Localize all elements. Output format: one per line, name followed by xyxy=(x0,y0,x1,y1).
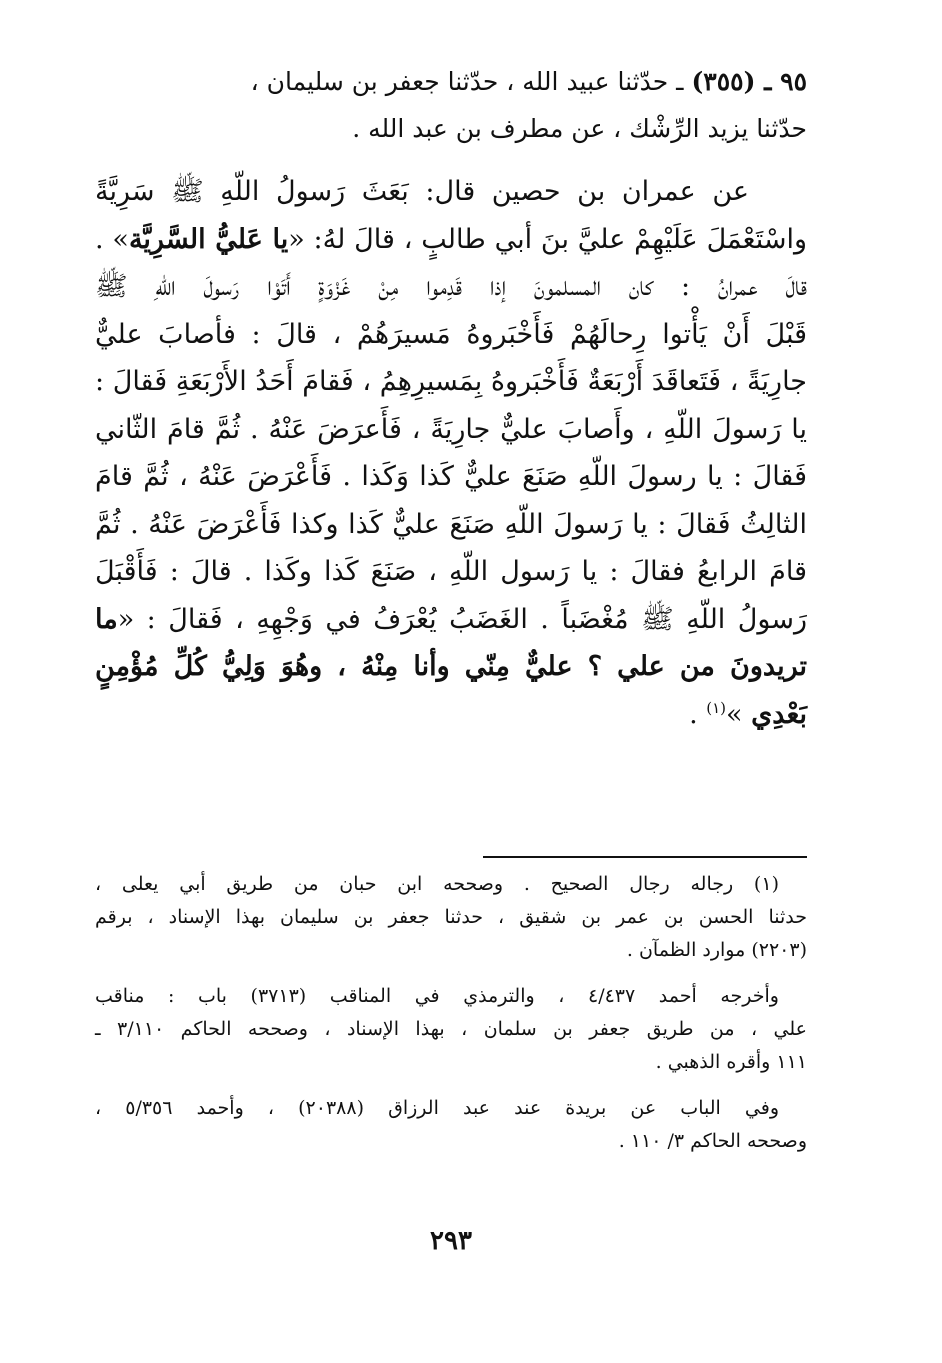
matn-line-12-end: . xyxy=(689,698,707,730)
matn-line-8: الثالِثُ فَقالَ : يا رَسولَ اللّهِ صَنَعَ عليٌّ كَذا وكذا فَأَعْرَضَ عَنْهُ . ثُمَّ xyxy=(95,508,807,540)
page-number: ٢٩٣ xyxy=(430,1226,472,1256)
book-page xyxy=(95,58,808,1256)
isnad-line-1-text: ـ حدّثنا عبيد الله ، حدّثنا جعفر بن سليمان ، xyxy=(250,67,684,96)
footnote-2-line-3: ١١١ وأقره الذهبي . xyxy=(655,1051,807,1073)
hadith-matn xyxy=(95,168,807,738)
footnote-3-line-2: وصححه الحاكم ٣/ ١١٠ . xyxy=(618,1130,807,1152)
matn-line-10-text: رَسولُ اللّهِ ﷺ مُغْضَباً . الغَضَبُ يُعْرَفُ في وَجْهِهِ ، فَقالَ : « xyxy=(117,603,807,635)
footnote-separator xyxy=(483,856,807,858)
isnad-line-1 xyxy=(95,58,807,105)
matn-line-12-bold: بَعْدِي xyxy=(751,698,807,730)
footnote-2 xyxy=(95,980,807,1079)
matn-line-4: قَبْلَ أَنْ يَأْتوا رِحالَهُمْ فَأَخْبَروهُ مَسيرَهُمْ ، قالَ : فأصابَ عليٌّ xyxy=(95,318,807,350)
matn-line-12 xyxy=(95,691,807,739)
matn-line-6: يا رَسولَ اللّهِ ، وأَصابَ عليٌّ جارِيَةً ، فَأَعرَضَ عَنْهُ . ثُمَّ قامَ الثّاني xyxy=(95,413,807,445)
matn-line-10-bold: ما xyxy=(95,603,118,635)
matn-line-11: تريدونَ من علي ؟ عليٌّ مِنّي وأنا مِنْهُ ، وهُوَ وَلِيُّ كُلِّ مُؤْمِنٍ xyxy=(95,651,807,682)
matn-line-2-bold: يا عَليُّ السَّرِيَّة xyxy=(128,223,289,255)
footnote-1-line-1: (١) رجاله رجال الصحيح . وصححه ابن حبان من طريق أبي يعلى ، xyxy=(95,873,779,895)
matn-line-2-end: » . xyxy=(95,223,129,255)
matn-line-2 xyxy=(95,216,807,264)
footnote-reference: (١) xyxy=(706,698,727,717)
footnote-1-line-2: حدثنا الحسن بن عمر بن شقيق ، حدثنا جعفر بن سليمان بهذا الإسناد ، برقم xyxy=(95,906,807,928)
footnote-2-line-2: علي ، من طريق جعفر بن سلمان ، بهذا الإسناد ، وصححه الحاكم ٣/١١٠ ـ xyxy=(95,1018,808,1040)
matn-line-1: عن عمران بن حصين قال: بَعَثَ رَسولُ اللّهِ ﷺ سَرِيَّةً xyxy=(95,176,749,207)
matn-line-3: قالَ عمرانُ : كان المسلمونَ إذا قَدِموا مِنْ غَزْوَةٍ أَتَوْا رَسولَ اللّهِ ﷺ xyxy=(95,271,807,302)
footnote-1-line-3: (٢٢٠٣) موارد الظمآن . xyxy=(626,939,807,961)
matn-line-7: فَقالَ : يا رسولَ اللّهِ صَنَعَ عليٌّ كَذا وَكَذا . فَأَعْرَضَ عَنْهُ ، ثُمَّ قامَ xyxy=(95,461,807,492)
matn-line-2-text: واسْتَعْمَلَ عَلَيْهِمْ عليَّ بنَ أبي طالبٍ ، قالَ لهُ: « xyxy=(288,223,808,255)
footnote-2-line-1: وأخرجه أحمد ٤/٤٣٧ ، والترمذي في المناقب (٣٧١٣) باب : مناقب xyxy=(95,985,779,1007)
matn-line-10 xyxy=(95,596,807,644)
matn-line-5: جارِيَةً ، فَتَعاقَدَ أَرْبَعَةٌ فَأَخْبَروهُ بِمَسيرِهِمُ ، فَقامَ أَحَدُ الأَرْبَعَةِ فَقالَ : xyxy=(95,366,807,397)
footnote-1 xyxy=(95,868,807,967)
matn-line-12-close: » xyxy=(726,698,752,730)
isnad-line-2: حدّثنا يزيد الرِّشْك ، عن مطرف بن عبد الله . xyxy=(352,114,807,143)
hadith-number: ٩٥ ـ (٣٥٥) xyxy=(691,67,807,96)
footnote-3 xyxy=(95,1092,807,1158)
matn-line-9: قامَ الرابعُ فقالَ : يا رَسول اللّهِ ، صَنَعَ كَذا وكَذا . قالَ : فَأَقْبَلَ xyxy=(95,556,807,587)
hadith-isnad xyxy=(95,58,807,152)
footnote-3-line-1: وفي الباب عن بريدة عند عبد الرزاق (٢٠٣٨٨) ، وأحمد ٥/٣٥٦ ، xyxy=(95,1097,779,1119)
footnotes xyxy=(95,868,807,1171)
